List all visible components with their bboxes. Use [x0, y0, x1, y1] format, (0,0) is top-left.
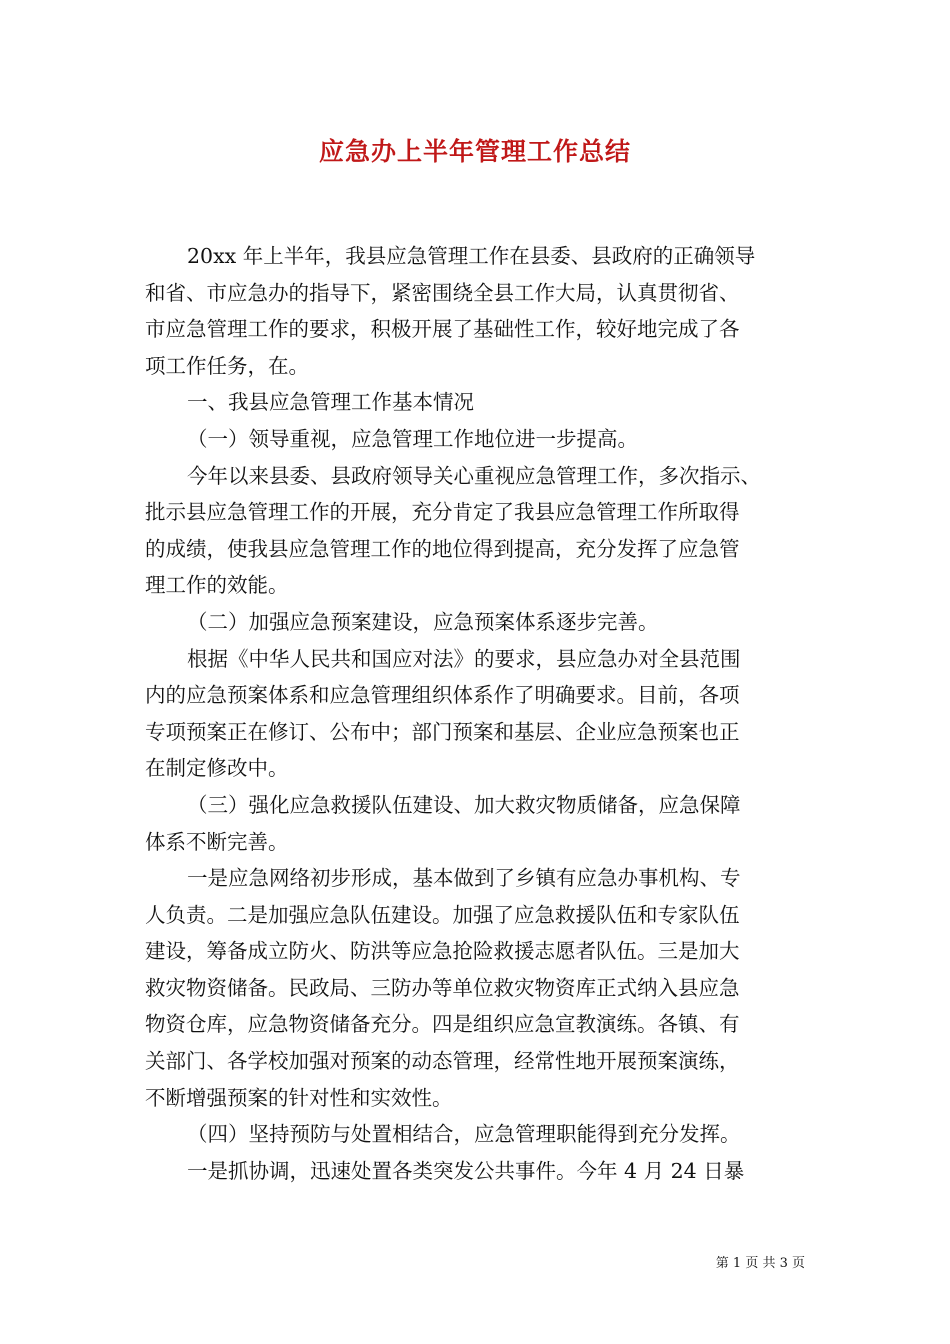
paragraph-line: 建设，筹备成立防火、防洪等应急抢险救援志愿者队伍。三是加大 [145, 939, 740, 964]
paragraph-line: 批示县应急管理工作的开展，充分肯定了我县应急管理工作所取得 [145, 500, 740, 525]
paragraph-line: 人负责。二是加强应急队伍建设。加强了应急救援队伍和专家队伍 [145, 902, 740, 927]
paragraph-line: 今年以来县委、县政府领导关心重视应急管理工作，多次指示、 [187, 463, 761, 488]
paragraph-line: 在制定修改中。 [145, 756, 289, 781]
page-number-footer: 第 1 页 共 3 页 [715, 1256, 805, 1271]
subsection-heading-continued: 体系不断完善。 [145, 829, 289, 854]
subsection-heading: （四）坚持预防与处置相结合，应急管理职能得到充分发挥。 [187, 1122, 741, 1147]
paragraph-line: 一是应急网络初步形成，基本做到了乡镇有应急办事机构、专 [187, 866, 741, 891]
paragraph-line: 市应急管理工作的要求，积极开展了基础性工作，较好地完成了各 [145, 317, 740, 342]
paragraph-line: 项工作任务，在。 [145, 353, 309, 378]
paragraph-line: 关部门、各学校加强对预案的动态管理，经常性地开展预案演练， [145, 1049, 740, 1074]
subsection-heading: （一）领导重视，应急管理工作地位进一步提高。 [187, 426, 638, 451]
paragraph-line: 不断增强预案的针对性和实效性。 [145, 1085, 453, 1110]
paragraph-line: 根据《中华人民共和国应对法》的要求，县应急办对全县范围 [187, 646, 741, 671]
paragraph-line: 和省、市应急办的指导下，紧密围绕全县工作大局，认真贯彻省、 [145, 280, 740, 305]
paragraph-line: 的成绩，使我县应急管理工作的地位得到提高，充分发挥了应急管 [145, 536, 740, 561]
paragraph-line: 内的应急预案体系和应急管理组织体系作了明确要求。目前，各项 [145, 683, 740, 708]
section-heading: 一、我县应急管理工作基本情况 [187, 390, 474, 415]
paragraph-line: 一是抓协调，迅速处置各类突发公共事件。今年 4 月 24 日暴 [187, 1158, 745, 1183]
paragraph-line: 专项预案正在修订、公布中；部门预案和基层、企业应急预案也正 [145, 719, 740, 744]
paragraph-line: 理工作的效能。 [145, 573, 289, 598]
subsection-heading: （三）强化应急救援队伍建设、加大救灾物质储备，应急保障 [187, 792, 741, 817]
document-title: 应急办上半年管理工作总结 [318, 137, 631, 166]
paragraph-line: 救灾物资储备。民政局、三防办等单位救灾物资库正式纳入县应急 [145, 975, 740, 1000]
document-body [145, 238, 805, 1189]
paragraph-line: 物资仓库，应急物资储备充分。四是组织应急宣教演练。各镇、有 [145, 1012, 740, 1037]
paragraph-line: 20xx 年上半年，我县应急管理工作在县委、县政府的正确领导 [187, 244, 756, 268]
subsection-heading: （二）加强应急预案建设，应急预案体系逐步完善。 [187, 609, 659, 634]
